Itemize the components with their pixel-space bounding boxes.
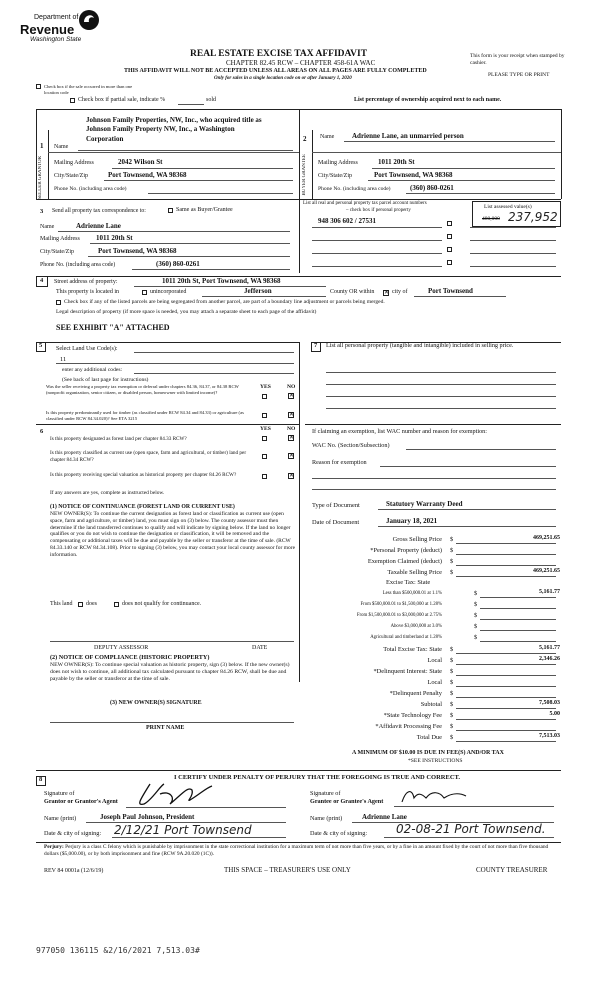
seller-name-3: Corporation bbox=[86, 135, 124, 143]
deputy-date-label: DATE bbox=[252, 645, 268, 651]
county-name: Jefferson bbox=[244, 287, 272, 295]
forest-q1-no-checked[interactable]: ✕ bbox=[289, 434, 295, 441]
seller-phone-label: Phone No. (including area code) bbox=[54, 186, 127, 192]
section-5-number: 5 bbox=[39, 342, 43, 349]
total-state-value: 5,161.77 bbox=[539, 645, 560, 651]
buyer-phone-label: Phone No. (including area code) bbox=[318, 186, 391, 192]
section-8-number: 8 bbox=[39, 776, 43, 783]
grantor-sig-label-2: Grantor or Grantor's Agent bbox=[44, 798, 118, 805]
seller-name-2: Johnson Family Property NW, Inc., a Washington bbox=[86, 125, 235, 133]
land-use-no-header: NO bbox=[287, 384, 296, 390]
this-land-label: This land bbox=[50, 601, 73, 607]
forest-no-header: NO bbox=[287, 426, 296, 432]
print-note: PLEASE TYPE OR PRINT bbox=[488, 72, 550, 78]
personal-deduct-label: *Personal Property (deduct) bbox=[370, 547, 442, 554]
corr-phone-label: Phone No. (including area code) bbox=[40, 262, 116, 268]
buyer-mailing: 1011 20th St bbox=[378, 158, 415, 166]
grantor-date-city: 2/12/21 Port Townsend bbox=[114, 823, 252, 837]
notice-2-title: (2) NOTICE OF COMPLIANCE (HISTORIC PROPERTY) bbox=[50, 654, 210, 661]
city-checkbox-checked[interactable]: ✕ bbox=[384, 289, 390, 296]
parcel-header-1: List all real and personal property tax parcel account numbers bbox=[303, 201, 427, 206]
land-not-qualify-label: does not qualify for continuance. bbox=[122, 601, 202, 607]
form-subtitle: CHAPTER 82.45 RCW – CHAPTER 458-61A WAC bbox=[226, 59, 376, 67]
penalty-label: *Delinquent Penalty bbox=[389, 690, 442, 697]
parcel-3-personal-checkbox[interactable] bbox=[447, 247, 452, 252]
forest-q1: Is this property designated as forest land per chapter 84.33 RCW? bbox=[50, 436, 187, 442]
section-1-number: 1 bbox=[40, 142, 44, 150]
doc-date-label: Date of Document bbox=[312, 519, 360, 526]
forest-yes-header: YES bbox=[260, 426, 271, 432]
total-state-label: Total Excise Tax: State bbox=[383, 646, 442, 653]
grantee-sig-label-1: Signature of bbox=[310, 790, 341, 797]
receipt-note: This form is your receipt when stamped by cashier. bbox=[470, 53, 565, 66]
buyer-name-label: Name bbox=[320, 134, 335, 140]
grantee-name-print: Adrienne Lane bbox=[362, 813, 407, 821]
exemption-deduct-label: Exemption Claimed (deduct) bbox=[367, 558, 442, 565]
notice-2-body: NEW OWNER(S): To continue special valuation as historic property, sign (3) below. If the new owner(s) does not wish to continue, all additional tax calculated pursuant to chapter 84.26 RCW, shall be due and payable by the seller or transferor at the time of sale. bbox=[50, 662, 290, 682]
grantor-name-print-label: Name (print) bbox=[44, 815, 77, 822]
parcel-header-2: – check box if personal property bbox=[346, 208, 411, 213]
grantee-sig-label-2: Grantee or Grantee's Agent bbox=[310, 798, 384, 805]
corr-city: Port Townsend, WA 98368 bbox=[98, 247, 177, 255]
total-due-label: Total Due bbox=[416, 734, 442, 741]
assessed-struck: 480,000 bbox=[482, 216, 500, 222]
grantor-signature bbox=[130, 780, 230, 810]
seller-mailing-label: Mailing Address bbox=[54, 160, 94, 166]
buyer-city: Port Townsend, WA 98368 bbox=[374, 171, 453, 179]
doc-type: Statutory Warranty Deed bbox=[386, 500, 463, 508]
form-warning: THIS AFFIDAVIT WILL NOT BE ACCEPTED UNLESS ALL AREAS ON ALL PAGES ARE FULLY COMPLETED bbox=[124, 68, 427, 74]
gross-value: 469,251.65 bbox=[533, 535, 560, 541]
same-as-buyer-label: Same as Buyer/Grantee bbox=[176, 207, 233, 213]
seller-city: Port Townsend, WA 98368 bbox=[108, 171, 187, 179]
partial-sale-checkbox[interactable] bbox=[70, 98, 75, 103]
personal-property-label: List all personal property (tangible and intangible) included in selling price. bbox=[326, 342, 514, 349]
partial-sold-label: sold bbox=[206, 97, 217, 103]
unincorporated-checkbox[interactable] bbox=[142, 290, 147, 295]
seller-mailing: 2042 Wilson St bbox=[118, 158, 163, 166]
grantor-sig-label-1: Signature of bbox=[44, 790, 75, 797]
excise-state-label: Excise Tax: State bbox=[386, 579, 431, 586]
parcel-2-personal-checkbox[interactable] bbox=[447, 234, 452, 239]
local-label: Local bbox=[427, 657, 442, 664]
segregated-label: Check box if any of the listed parcels are being segregated from another parcel, are part of a boundary line adjustment or parcels being merged. bbox=[64, 299, 385, 305]
grantee-name-print-label: Name (print) bbox=[310, 815, 343, 822]
rev-number: REV 84 0001a (12/6/19) bbox=[44, 868, 104, 874]
notice-1-title: (1) NOTICE OF CONTINUANCE (FOREST LAND OR CURRENT USE) bbox=[50, 504, 235, 510]
grantor-date-city-label: Date & city of signing: bbox=[44, 830, 102, 837]
corr-mailing-label: Mailing Address bbox=[40, 236, 80, 242]
forest-q2-yes[interactable] bbox=[262, 454, 267, 459]
tech-fee-label: *State Technology Fee bbox=[383, 712, 442, 719]
assessed-header: List assessed value(s) bbox=[484, 204, 532, 210]
grantee-date-city-label: Date & city of signing: bbox=[310, 830, 368, 837]
city-of-label: city of bbox=[392, 289, 408, 295]
correspondence-label: Send all property tax correspondence to: bbox=[52, 208, 146, 214]
land-use-yes-header: YES bbox=[260, 384, 271, 390]
minimum-note: A MINIMUM OF $10.00 IS DUE IN FEE(S) AND/OR TAX bbox=[352, 750, 504, 756]
exemption-label: If claiming an exemption, list WAC number and reason for exemption: bbox=[312, 428, 487, 435]
tier3-label: From $1,500,000.01 to $3,000,000 at 2.75% bbox=[356, 613, 442, 618]
grantor-name-print: Joseph Paul Johnson, President bbox=[100, 813, 195, 821]
tier1-label: Less than $500,000.01 at 1.1% bbox=[382, 591, 442, 596]
multi-location-label: Check box if the sale occurred in more than one location code bbox=[44, 84, 133, 95]
grantee-date-city: 02-08-21 Port Townsend. bbox=[396, 822, 546, 836]
tier2-label: From $500,000.01 to $1,500,000 at 1.28% bbox=[360, 602, 442, 607]
grantee-signature bbox=[396, 782, 486, 808]
county-treasurer-label: COUNTY TREASURER bbox=[476, 866, 548, 874]
buyer-city-label: City/State/Zip bbox=[318, 173, 352, 179]
section-4-number: 4 bbox=[40, 277, 44, 284]
land-use-q1-no-checked[interactable]: ✕ bbox=[289, 392, 295, 399]
perjury-text: Perjury is a class C felony which is punishable by imprisonment in the state correctional institution for a maximum term of not more than five years, or by a fine in an amount fixed by the court of not more than five thousand dollars ($5,000.00), or by both imprisonment and fine (RCW 9A.20.020 (1C)). bbox=[44, 844, 549, 857]
multi-location-checkbox[interactable] bbox=[36, 84, 41, 89]
legal-description-label: Legal description of property (if more space is needed, you may attach a separate sheet to each page of the affidavit) bbox=[56, 309, 317, 315]
tier4-label: Above $3,000,000 at 3.0% bbox=[390, 624, 442, 629]
subtotal-value: 7,508.03 bbox=[539, 700, 560, 706]
perjury-statement bbox=[44, 844, 560, 858]
section-2-number: 2 bbox=[303, 135, 307, 143]
seller-name-1: Johnson Family Properties, NW, Inc., who acquired title as bbox=[86, 116, 262, 124]
notice-3-title: (3) NEW OWNER(S) SIGNATURE bbox=[110, 700, 202, 706]
taxable-label: Taxable Selling Price bbox=[387, 569, 442, 576]
forest-q3-yes[interactable] bbox=[262, 474, 267, 479]
located-in-label: This property is located in bbox=[56, 289, 119, 295]
forest-q2: Is this property classified as current use (open space, farm and agricultural, or timber) land per chapter 84.34 RCW? bbox=[50, 450, 247, 463]
corr-city-label: City/State/Zip bbox=[40, 249, 74, 255]
land-does-not-checkbox[interactable] bbox=[114, 602, 119, 607]
city-name: Port Townsend bbox=[428, 287, 473, 295]
land-use-code: 11 bbox=[60, 356, 67, 363]
interest-state-label: *Delinquent Interest: State bbox=[373, 668, 442, 675]
taxable-value: 469,251.65 bbox=[533, 568, 560, 574]
certify-statement: I CERTIFY UNDER PENALTY OF PERJURY THAT THE FOREGOING IS TRUE AND CORRECT. bbox=[174, 774, 461, 781]
seller-city-label: City/State/Zip bbox=[54, 173, 88, 179]
corr-name-label: Name bbox=[40, 224, 55, 230]
affidavit-fee-label: *Affidavit Processing Fee bbox=[375, 723, 442, 730]
forest-if-yes: If any answers are yes, complete as instructed below. bbox=[50, 490, 165, 496]
assessed-handwritten: 237,952 bbox=[508, 210, 558, 224]
corr-phone: (360) 860-0261 bbox=[156, 260, 200, 268]
corr-name: Adrienne Lane bbox=[76, 222, 121, 230]
see-instructions: *SEE INSTRUCTIONS bbox=[408, 758, 463, 764]
forest-q2-no-checked[interactable]: ✕ bbox=[289, 452, 295, 459]
subtotal-label: Subtotal bbox=[420, 701, 442, 708]
buyer-side-label: BUYER GRANTEE bbox=[302, 154, 307, 196]
land-use-q1-yes[interactable] bbox=[262, 394, 267, 399]
form-title: REAL ESTATE EXCISE TAX AFFIDAVIT bbox=[190, 49, 368, 59]
parcel-4-personal-checkbox[interactable] bbox=[447, 260, 452, 265]
perjury-label: Perjury: bbox=[44, 844, 64, 850]
only-for-note: Only for sales in a single location code on or after January 1, 2020 bbox=[214, 76, 352, 81]
seller-name-label: Name bbox=[54, 144, 69, 150]
forest-q1-yes[interactable] bbox=[262, 436, 267, 441]
local-value: 2,346.26 bbox=[539, 656, 560, 662]
buyer-phone: (360) 860-0261 bbox=[410, 184, 454, 192]
parcel-number: 948 306 602 / 27531 bbox=[318, 217, 376, 225]
treasurer-stamp: 977050 136115 &2/16/2021 7,513.03# bbox=[36, 946, 200, 955]
doc-type-label: Type of Document bbox=[312, 502, 360, 509]
land-use-q1: Was the seller receiving a property tax exemption or deferral under chapters 84.36, 84.37, or 84.38 RCW (nonprofit organization, senior citizen, or disabled person, homeowner with limited income)? bbox=[46, 384, 239, 395]
reason-label: Reason for exemption bbox=[312, 459, 367, 466]
land-use-q2: Is this property predominantly used for timber (as classified under RCW 84.34 and 84.33) or agriculture (as classified under RCW 84.34.020)? See ETA 3215 bbox=[46, 410, 244, 421]
seller-side-label: SELLER GRANTOR bbox=[38, 156, 43, 200]
logo-line3: Washington State bbox=[30, 36, 82, 43]
partial-sale-label: Check box if partial sale, indicate % bbox=[78, 97, 166, 103]
unincorporated-label: unincorporated bbox=[150, 289, 187, 295]
additional-codes-label: enter any additional codes: bbox=[62, 367, 123, 373]
land-does-label: does bbox=[86, 601, 97, 607]
treasurer-space-label: THIS SPACE – TREASURER'S USE ONLY bbox=[224, 866, 351, 874]
tech-fee-value: 5.00 bbox=[549, 711, 560, 717]
buyer-mailing-label: Mailing Address bbox=[318, 160, 358, 166]
ownership-note: List percentage of ownership acquired next to each name. bbox=[354, 97, 502, 103]
land-use-q2-no-checked[interactable]: ✕ bbox=[289, 411, 295, 418]
street-label: Street address of property: bbox=[54, 279, 118, 285]
interest-local-label: Local bbox=[427, 679, 442, 686]
tier5-label: Agricultural and timberland at 1.28% bbox=[370, 635, 442, 640]
doc-date: January 18, 2021 bbox=[386, 517, 438, 525]
segregated-checkbox[interactable] bbox=[56, 300, 61, 305]
corr-mailing: 1011 20th St bbox=[96, 234, 133, 242]
gross-label: Gross Selling Price bbox=[392, 536, 442, 543]
section-7-number: 7 bbox=[314, 342, 318, 349]
notice-1-body: NEW OWNER(S): To continue the current designation as forest land or classification as current use (open space, farm and agriculture, or timber) land, you must sign on (3) below. The county assessor must then determine if the land transferred continues to qualify and will indicate by signing below. If the land no longer qualifies or you do not wish to continue the designation or classification, it will be removed and the compensating or additional taxes will be due and payable by the seller or transferor at the time of sale. (RCW 84.33.140 or RCW 84.34.108). Prior to signing (3) below, you may contact your local county assessor for more information. bbox=[50, 511, 296, 558]
land-use-q2-yes[interactable] bbox=[262, 413, 267, 418]
logo-swirl-icon bbox=[78, 8, 100, 32]
tier1-value: 5,161.77 bbox=[539, 589, 560, 595]
wac-label: WAC No. (Section/Subsection) bbox=[312, 442, 390, 449]
deputy-assessor-label: DEPUTY ASSESSOR bbox=[94, 645, 149, 651]
logo-line2: Revenue bbox=[20, 22, 75, 37]
street-address: 1011 20th St, Port Townsend, WA 98368 bbox=[162, 277, 281, 285]
exhibit-text: SEE EXHIBIT "A" ATTACHED bbox=[56, 323, 170, 332]
land-does-checkbox[interactable] bbox=[78, 602, 83, 607]
land-use-label: Select Land Use Code(s): bbox=[56, 346, 118, 352]
section-6-number: 6 bbox=[40, 428, 44, 435]
parcel-1-personal-checkbox[interactable] bbox=[447, 221, 452, 226]
forest-q3: Is this property receiving special valuation as historical property per chapter 84.26 RCW? bbox=[50, 472, 237, 478]
buyer-name: Adrienne Lane, an unmarried person bbox=[352, 132, 464, 140]
forest-q3-no-checked[interactable]: ✕ bbox=[289, 472, 295, 479]
total-due-value: 7,513.03 bbox=[539, 733, 560, 739]
county-or-within-label: County OR within bbox=[330, 289, 375, 295]
section-3-number: 3 bbox=[40, 208, 44, 215]
same-as-buyer-checkbox[interactable] bbox=[168, 208, 173, 213]
print-name-label: PRINT NAME bbox=[146, 725, 185, 731]
see-back-label: (See back of last page for instructions) bbox=[62, 377, 149, 383]
logo-line1: Department of bbox=[34, 14, 79, 21]
